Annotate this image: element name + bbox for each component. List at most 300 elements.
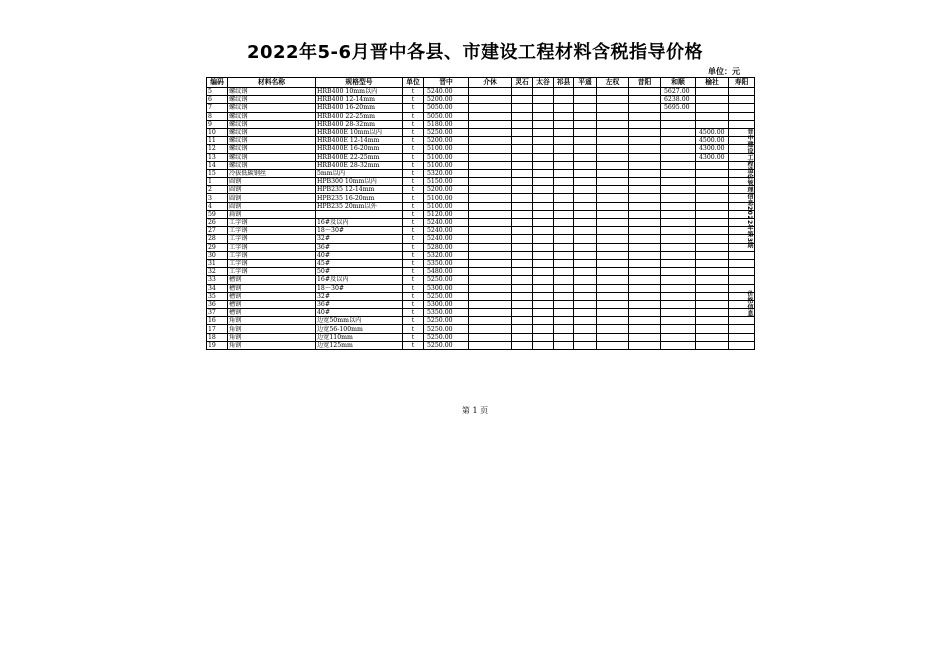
cell-pingyao — [574, 145, 597, 153]
cell-yushe — [696, 317, 729, 325]
cell-jinzhong: 5250.00 — [424, 276, 469, 284]
document-title: 2022年5-6月晋中各县、市建设工程材料含税指导价格 — [246, 42, 704, 63]
table-row — [207, 235, 755, 243]
cell-unit: t — [403, 325, 424, 333]
cell-code: 16 — [207, 317, 228, 325]
cell-taigu — [533, 333, 554, 341]
cell-unit: t — [403, 243, 424, 251]
cell-yushe — [696, 284, 729, 292]
cell-jiexiu — [469, 169, 512, 177]
table-row — [207, 145, 755, 153]
cell-name: 螺纹钢 — [228, 137, 316, 145]
cell-code: 59 — [207, 210, 228, 218]
cell-name: 槽钢 — [228, 276, 316, 284]
cell-yushe — [696, 235, 729, 243]
cell-name: 角钢 — [228, 325, 316, 333]
cell-pingyao — [574, 300, 597, 308]
cell-taigu — [533, 341, 554, 349]
header-shouyang: 寿阳 — [729, 78, 755, 88]
cell-code: 35 — [207, 292, 228, 300]
cell-jiexiu — [469, 128, 512, 136]
cell-pingyao — [574, 128, 597, 136]
cell-zuoquan — [597, 259, 629, 267]
cell-xiyang — [629, 161, 661, 169]
cell-jiexiu — [469, 145, 512, 153]
cell-xiyang — [629, 325, 661, 333]
cell-zuoquan — [597, 153, 629, 161]
cell-zuoquan — [597, 276, 629, 284]
header-lingshi: 灵石 — [512, 78, 533, 88]
cell-unit: t — [403, 251, 424, 259]
cell-heshun — [661, 112, 696, 120]
cell-lingshi — [512, 112, 533, 120]
cell-heshun: 5627.00 — [661, 88, 696, 96]
cell-pingyao — [574, 251, 597, 259]
cell-yushe: 4500.00 — [696, 128, 729, 136]
cell-spec: 36# — [316, 243, 403, 251]
cell-heshun — [661, 317, 696, 325]
table-row — [207, 169, 755, 177]
cell-unit: t — [403, 259, 424, 267]
cell-jiexiu — [469, 178, 512, 186]
cell-unit: t — [403, 153, 424, 161]
table-header-row — [207, 78, 755, 88]
header-spec: 规格型号 — [316, 78, 403, 88]
cell-taigu — [533, 284, 554, 292]
cell-spec: 16#及以内 — [316, 276, 403, 284]
cell-qixian — [554, 227, 574, 235]
cell-taigu — [533, 137, 554, 145]
cell-yushe — [696, 268, 729, 276]
cell-name: 螺纹钢 — [228, 161, 316, 169]
cell-lingshi — [512, 210, 533, 218]
cell-code: 12 — [207, 145, 228, 153]
table-row — [207, 300, 755, 308]
cell-code: 26 — [207, 219, 228, 227]
cell-zuoquan — [597, 251, 629, 259]
cell-code: 15 — [207, 169, 228, 177]
cell-code: 34 — [207, 284, 228, 292]
table-row — [207, 309, 755, 317]
cell-lingshi — [512, 120, 533, 128]
cell-name: 冷拔低碳钢丝 — [228, 169, 316, 177]
cell-qixian — [554, 145, 574, 153]
cell-jinzhong: 5250.00 — [424, 292, 469, 300]
cell-zuoquan — [597, 325, 629, 333]
cell-zuoquan — [597, 292, 629, 300]
cell-heshun — [661, 161, 696, 169]
cell-yushe — [696, 325, 729, 333]
cell-zuoquan — [597, 202, 629, 210]
cell-code: 7 — [207, 104, 228, 112]
cell-unit: t — [403, 128, 424, 136]
cell-xiyang — [629, 317, 661, 325]
cell-jiexiu — [469, 300, 512, 308]
cell-jiexiu — [469, 194, 512, 202]
table-row — [207, 210, 755, 218]
cell-qixian — [554, 128, 574, 136]
cell-lingshi — [512, 268, 533, 276]
cell-spec: HRB400 16-20mm — [316, 104, 403, 112]
table-row — [207, 219, 755, 227]
cell-unit: t — [403, 235, 424, 243]
cell-spec: 边宽56-100mm — [316, 325, 403, 333]
cell-pingyao — [574, 178, 597, 186]
cell-jinzhong: 5120.00 — [424, 210, 469, 218]
cell-code: 9 — [207, 120, 228, 128]
cell-spec: 16#及以内 — [316, 219, 403, 227]
cell-lingshi — [512, 219, 533, 227]
cell-lingshi — [512, 88, 533, 96]
cell-zuoquan — [597, 243, 629, 251]
cell-name: 螺纹钢 — [228, 96, 316, 104]
cell-name: 槽钢 — [228, 300, 316, 308]
cell-zuoquan — [597, 88, 629, 96]
cell-name: 工字钢 — [228, 243, 316, 251]
cell-heshun — [661, 251, 696, 259]
cell-lingshi — [512, 309, 533, 317]
table-row — [207, 292, 755, 300]
cell-taigu — [533, 276, 554, 284]
table-row — [207, 325, 755, 333]
cell-qixian — [554, 88, 574, 96]
cell-heshun — [661, 219, 696, 227]
cell-xiyang — [629, 128, 661, 136]
cell-taigu — [533, 104, 554, 112]
cell-pingyao — [574, 153, 597, 161]
cell-taigu — [533, 309, 554, 317]
cell-yushe — [696, 227, 729, 235]
cell-unit: t — [403, 178, 424, 186]
cell-heshun — [661, 276, 696, 284]
cell-xiyang — [629, 292, 661, 300]
cell-unit: t — [403, 96, 424, 104]
header-jinzhong: 晋中 — [424, 78, 469, 88]
cell-yushe — [696, 251, 729, 259]
cell-heshun — [661, 120, 696, 128]
cell-lingshi — [512, 325, 533, 333]
cell-qixian — [554, 202, 574, 210]
table-row — [207, 194, 755, 202]
cell-code: 1 — [207, 178, 228, 186]
cell-xiyang — [629, 235, 661, 243]
cell-name: 工字钢 — [228, 219, 316, 227]
cell-qixian — [554, 284, 574, 292]
cell-jinzhong: 5240.00 — [424, 227, 469, 235]
cell-jinzhong: 5200.00 — [424, 137, 469, 145]
table-row — [207, 104, 755, 112]
cell-pingyao — [574, 202, 597, 210]
cell-zuoquan — [597, 120, 629, 128]
cell-code: 3 — [207, 194, 228, 202]
cell-pingyao — [574, 317, 597, 325]
cell-code: 6 — [207, 96, 228, 104]
cell-yushe — [696, 96, 729, 104]
cell-code: 18 — [207, 333, 228, 341]
cell-jiexiu — [469, 88, 512, 96]
cell-heshun — [661, 153, 696, 161]
cell-jinzhong: 5250.00 — [424, 317, 469, 325]
cell-jiexiu — [469, 333, 512, 341]
table-row — [207, 251, 755, 259]
cell-jinzhong: 5350.00 — [424, 309, 469, 317]
cell-name: 螺纹钢 — [228, 145, 316, 153]
cell-taigu — [533, 186, 554, 194]
cell-jinzhong: 5320.00 — [424, 251, 469, 259]
table-row — [207, 227, 755, 235]
table-row — [207, 186, 755, 194]
cell-lingshi — [512, 284, 533, 292]
header-yushe: 榆社 — [696, 78, 729, 88]
cell-qixian — [554, 317, 574, 325]
cell-jinzhong: 5200.00 — [424, 96, 469, 104]
cell-taigu — [533, 88, 554, 96]
cell-spec: 18～30# — [316, 227, 403, 235]
cell-shouyang — [729, 104, 755, 112]
cell-zuoquan — [597, 219, 629, 227]
cell-lingshi — [512, 259, 533, 267]
cell-code: 29 — [207, 243, 228, 251]
cell-spec: HPB300 10mm以内 — [316, 178, 403, 186]
cell-code: 28 — [207, 235, 228, 243]
cell-spec: 5mm以内 — [316, 169, 403, 177]
cell-qixian — [554, 169, 574, 177]
cell-pingyao — [574, 325, 597, 333]
cell-lingshi — [512, 153, 533, 161]
cell-jinzhong: 5280.00 — [424, 243, 469, 251]
cell-jinzhong: 5350.00 — [424, 259, 469, 267]
cell-xiyang — [629, 169, 661, 177]
table-row — [207, 333, 755, 341]
cell-xiyang — [629, 268, 661, 276]
cell-heshun — [661, 202, 696, 210]
cell-yushe — [696, 300, 729, 308]
cell-code: 10 — [207, 128, 228, 136]
cell-qixian — [554, 194, 574, 202]
cell-xiyang — [629, 300, 661, 308]
cell-taigu — [533, 96, 554, 104]
cell-jiexiu — [469, 268, 512, 276]
cell-name: 角钢 — [228, 333, 316, 341]
cell-lingshi — [512, 104, 533, 112]
cell-code: 14 — [207, 161, 228, 169]
cell-zuoquan — [597, 309, 629, 317]
side-caption-issue: 晋中建设工程造价管理信息2022年第3期 — [746, 128, 753, 249]
cell-unit: t — [403, 341, 424, 349]
cell-name: 螺纹钢 — [228, 112, 316, 120]
cell-pingyao — [574, 235, 597, 243]
cell-jiexiu — [469, 112, 512, 120]
cell-pingyao — [574, 268, 597, 276]
cell-xiyang — [629, 284, 661, 292]
cell-qixian — [554, 333, 574, 341]
cell-taigu — [533, 202, 554, 210]
cell-spec: 50# — [316, 268, 403, 276]
cell-jiexiu — [469, 309, 512, 317]
cell-spec: HPB235 20mm以外 — [316, 202, 403, 210]
cell-jinzhong: 5250.00 — [424, 341, 469, 349]
cell-jiexiu — [469, 227, 512, 235]
table-row — [207, 88, 755, 96]
cell-taigu — [533, 292, 554, 300]
cell-yushe — [696, 161, 729, 169]
cell-zuoquan — [597, 227, 629, 235]
cell-unit: t — [403, 88, 424, 96]
cell-taigu — [533, 210, 554, 218]
cell-lingshi — [512, 292, 533, 300]
cell-yushe — [696, 219, 729, 227]
cell-jinzhong: 5250.00 — [424, 325, 469, 333]
cell-zuoquan — [597, 145, 629, 153]
cell-qixian — [554, 137, 574, 145]
cell-yushe — [696, 309, 729, 317]
cell-unit: t — [403, 104, 424, 112]
cell-lingshi — [512, 243, 533, 251]
header-code: 编码 — [207, 78, 228, 88]
cell-heshun: 5695.00 — [661, 104, 696, 112]
cell-lingshi — [512, 300, 533, 308]
cell-lingshi — [512, 227, 533, 235]
cell-yushe: 4500.00 — [696, 137, 729, 145]
cell-lingshi — [512, 169, 533, 177]
cell-taigu — [533, 219, 554, 227]
cell-unit: t — [403, 202, 424, 210]
cell-xiyang — [629, 202, 661, 210]
table-row — [207, 178, 755, 186]
cell-xiyang — [629, 120, 661, 128]
header-taigu: 太谷 — [533, 78, 554, 88]
cell-code: 31 — [207, 259, 228, 267]
cell-pingyao — [574, 210, 597, 218]
header-zuoquan: 左权 — [597, 78, 629, 88]
cell-shouyang — [729, 333, 755, 341]
cell-taigu — [533, 153, 554, 161]
cell-name: 角钢 — [228, 317, 316, 325]
cell-zuoquan — [597, 178, 629, 186]
cell-xiyang — [629, 219, 661, 227]
cell-heshun — [661, 194, 696, 202]
cell-name: 槽钢 — [228, 284, 316, 292]
cell-taigu — [533, 227, 554, 235]
cell-zuoquan — [597, 104, 629, 112]
cell-taigu — [533, 169, 554, 177]
cell-pingyao — [574, 309, 597, 317]
cell-jinzhong: 5150.00 — [424, 178, 469, 186]
cell-unit: t — [403, 317, 424, 325]
cell-jiexiu — [469, 120, 512, 128]
cell-lingshi — [512, 186, 533, 194]
cell-jiexiu — [469, 96, 512, 104]
table-row — [207, 268, 755, 276]
header-name: 材料名称 — [228, 78, 316, 88]
cell-taigu — [533, 178, 554, 186]
cell-qixian — [554, 104, 574, 112]
table-row — [207, 120, 755, 128]
cell-pingyao — [574, 341, 597, 349]
cell-yushe — [696, 169, 729, 177]
cell-jiexiu — [469, 153, 512, 161]
cell-jinzhong: 5050.00 — [424, 112, 469, 120]
cell-yushe — [696, 259, 729, 267]
unit-note: 单位：元 — [708, 67, 740, 76]
cell-jiexiu — [469, 243, 512, 251]
cell-jinzhong: 5240.00 — [424, 219, 469, 227]
cell-lingshi — [512, 235, 533, 243]
cell-unit: t — [403, 112, 424, 120]
cell-qixian — [554, 210, 574, 218]
cell-shouyang — [729, 325, 755, 333]
cell-unit: t — [403, 137, 424, 145]
cell-taigu — [533, 251, 554, 259]
cell-lingshi — [512, 137, 533, 145]
cell-lingshi — [512, 178, 533, 186]
cell-xiyang — [629, 309, 661, 317]
cell-jinzhong: 5240.00 — [424, 235, 469, 243]
cell-heshun: 6238.00 — [661, 96, 696, 104]
cell-zuoquan — [597, 268, 629, 276]
cell-spec: HRB400 22-25mm — [316, 112, 403, 120]
cell-zuoquan — [597, 235, 629, 243]
cell-name: 角钢 — [228, 341, 316, 349]
cell-yushe — [696, 120, 729, 128]
cell-name: 螺纹钢 — [228, 128, 316, 136]
cell-pingyao — [574, 276, 597, 284]
cell-spec: HRB400 10mm以内 — [316, 88, 403, 96]
cell-name: 螺纹钢 — [228, 104, 316, 112]
cell-spec: HRB400E 22-25mm — [316, 153, 403, 161]
cell-name: 螺纹钢 — [228, 88, 316, 96]
cell-xiyang — [629, 178, 661, 186]
cell-pingyao — [574, 259, 597, 267]
cell-jiexiu — [469, 235, 512, 243]
cell-zuoquan — [597, 317, 629, 325]
cell-jiexiu — [469, 259, 512, 267]
header-heshun: 和顺 — [661, 78, 696, 88]
cell-yushe — [696, 276, 729, 284]
cell-taigu — [533, 259, 554, 267]
cell-xiyang — [629, 341, 661, 349]
cell-jiexiu — [469, 219, 512, 227]
cell-taigu — [533, 243, 554, 251]
cell-pingyao — [574, 194, 597, 202]
cell-heshun — [661, 235, 696, 243]
cell-yushe — [696, 333, 729, 341]
cell-qixian — [554, 235, 574, 243]
cell-jinzhong: 5050.00 — [424, 104, 469, 112]
cell-qixian — [554, 325, 574, 333]
cell-heshun — [661, 309, 696, 317]
cell-qixian — [554, 276, 574, 284]
cell-spec: 36# — [316, 300, 403, 308]
cell-unit: t — [403, 309, 424, 317]
cell-shouyang — [729, 88, 755, 96]
table-row — [207, 243, 755, 251]
cell-yushe — [696, 292, 729, 300]
cell-code: 36 — [207, 300, 228, 308]
cell-yushe — [696, 341, 729, 349]
cell-name: 圆钢 — [228, 178, 316, 186]
cell-spec: 40# — [316, 309, 403, 317]
cell-code: 30 — [207, 251, 228, 259]
cell-code: 4 — [207, 202, 228, 210]
cell-unit: t — [403, 169, 424, 177]
cell-yushe: 4300.00 — [696, 153, 729, 161]
cell-qixian — [554, 161, 574, 169]
table-row — [207, 137, 755, 145]
cell-heshun — [661, 186, 696, 194]
cell-heshun — [661, 300, 696, 308]
cell-jinzhong: 5240.00 — [424, 88, 469, 96]
